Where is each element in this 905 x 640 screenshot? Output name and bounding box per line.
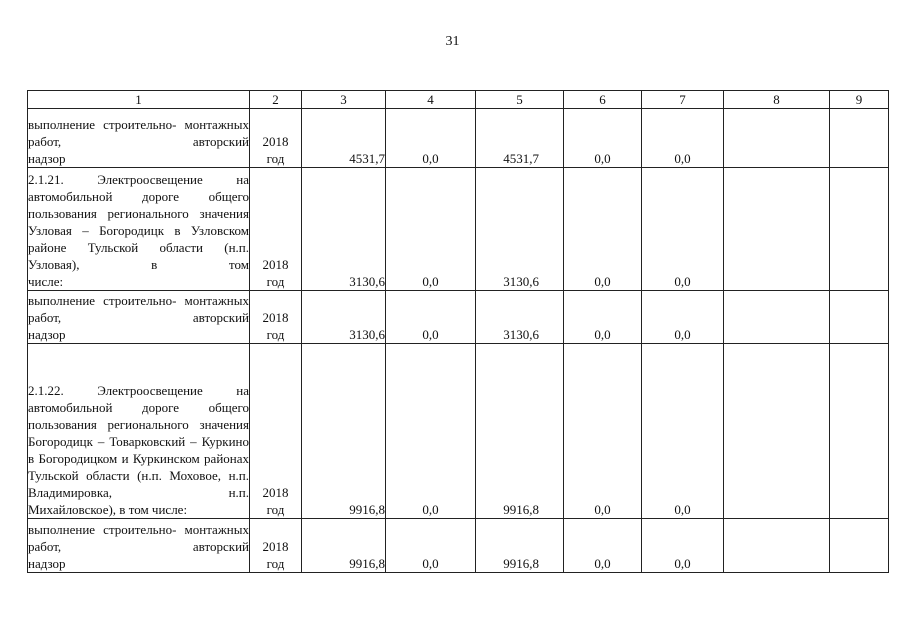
amount-cell: 3130,6 <box>476 168 564 291</box>
amount-cell: 9916,8 <box>476 519 564 573</box>
work-description: выполнение строительно- монтажных работ, авторский надзор <box>28 109 250 168</box>
amount-cell: 0,0 <box>642 291 724 344</box>
amount-cell: 0,0 <box>386 168 476 291</box>
amount-cell: 0,0 <box>564 168 642 291</box>
year-cell: 2018 год <box>250 109 302 168</box>
amount-cell <box>724 109 830 168</box>
amount-cell <box>830 291 889 344</box>
column-number: 7 <box>642 91 724 109</box>
table-row <box>28 291 889 344</box>
year-cell: 2018 год <box>250 344 302 519</box>
year-cell: 2018 год <box>250 291 302 344</box>
amount-cell <box>724 519 830 573</box>
amount-cell <box>830 168 889 291</box>
table-row <box>28 344 889 519</box>
work-description: выполнение строительно- монтажных работ, авторский надзор <box>28 519 250 573</box>
work-description: 2.1.22. Электроосвещение на автомобильной дороге общего пользования регионального значения Богородицк – Товарковский – Куркино в Богородицком и Куркинском районах Тульской области (н.п. Моховое, н.п. Владимировка, н.п. Михайловское), в том числе: <box>28 344 250 519</box>
amount-cell: 9916,8 <box>302 519 386 573</box>
amount-cell: 4531,7 <box>476 109 564 168</box>
budget-table <box>27 90 889 573</box>
page-number: 31 <box>445 34 460 49</box>
column-number: 4 <box>386 91 476 109</box>
column-number: 6 <box>564 91 642 109</box>
amount-cell <box>830 344 889 519</box>
column-number-row <box>28 91 889 109</box>
amount-cell: 0,0 <box>386 291 476 344</box>
amount-cell: 0,0 <box>564 344 642 519</box>
table-row <box>28 109 889 168</box>
amount-cell: 0,0 <box>386 519 476 573</box>
column-number: 9 <box>830 91 889 109</box>
year-cell: 2018 год <box>250 168 302 291</box>
amount-cell <box>830 519 889 573</box>
work-description: выполнение строительно- монтажных работ, авторский надзор <box>28 291 250 344</box>
work-description: 2.1.21. Электроосвещение на автомобильной дороге общего пользования регионального значения Узловая – Богородицк в Узловском районе Тульской области (н.п. Узловая), в том числе: <box>28 168 250 291</box>
amount-cell: 0,0 <box>642 519 724 573</box>
column-number: 2 <box>250 91 302 109</box>
amount-cell: 3130,6 <box>302 168 386 291</box>
amount-cell: 3130,6 <box>302 291 386 344</box>
amount-cell: 0,0 <box>642 109 724 168</box>
amount-cell: 4531,7 <box>302 109 386 168</box>
column-number: 8 <box>724 91 830 109</box>
year-cell: 2018 год <box>250 519 302 573</box>
table-row <box>28 168 889 291</box>
amount-cell <box>830 109 889 168</box>
amount-cell: 0,0 <box>564 519 642 573</box>
amount-cell: 9916,8 <box>476 344 564 519</box>
amount-cell: 0,0 <box>642 168 724 291</box>
amount-cell: 0,0 <box>564 291 642 344</box>
amount-cell: 0,0 <box>642 344 724 519</box>
amount-cell: 9916,8 <box>302 344 386 519</box>
column-number: 3 <box>302 91 386 109</box>
table-row <box>28 519 889 573</box>
amount-cell <box>724 344 830 519</box>
amount-cell <box>724 168 830 291</box>
amount-cell <box>724 291 830 344</box>
amount-cell: 0,0 <box>386 109 476 168</box>
amount-cell: 0,0 <box>386 344 476 519</box>
amount-cell: 3130,6 <box>476 291 564 344</box>
column-number: 1 <box>28 91 250 109</box>
column-number: 5 <box>476 91 564 109</box>
amount-cell: 0,0 <box>564 109 642 168</box>
